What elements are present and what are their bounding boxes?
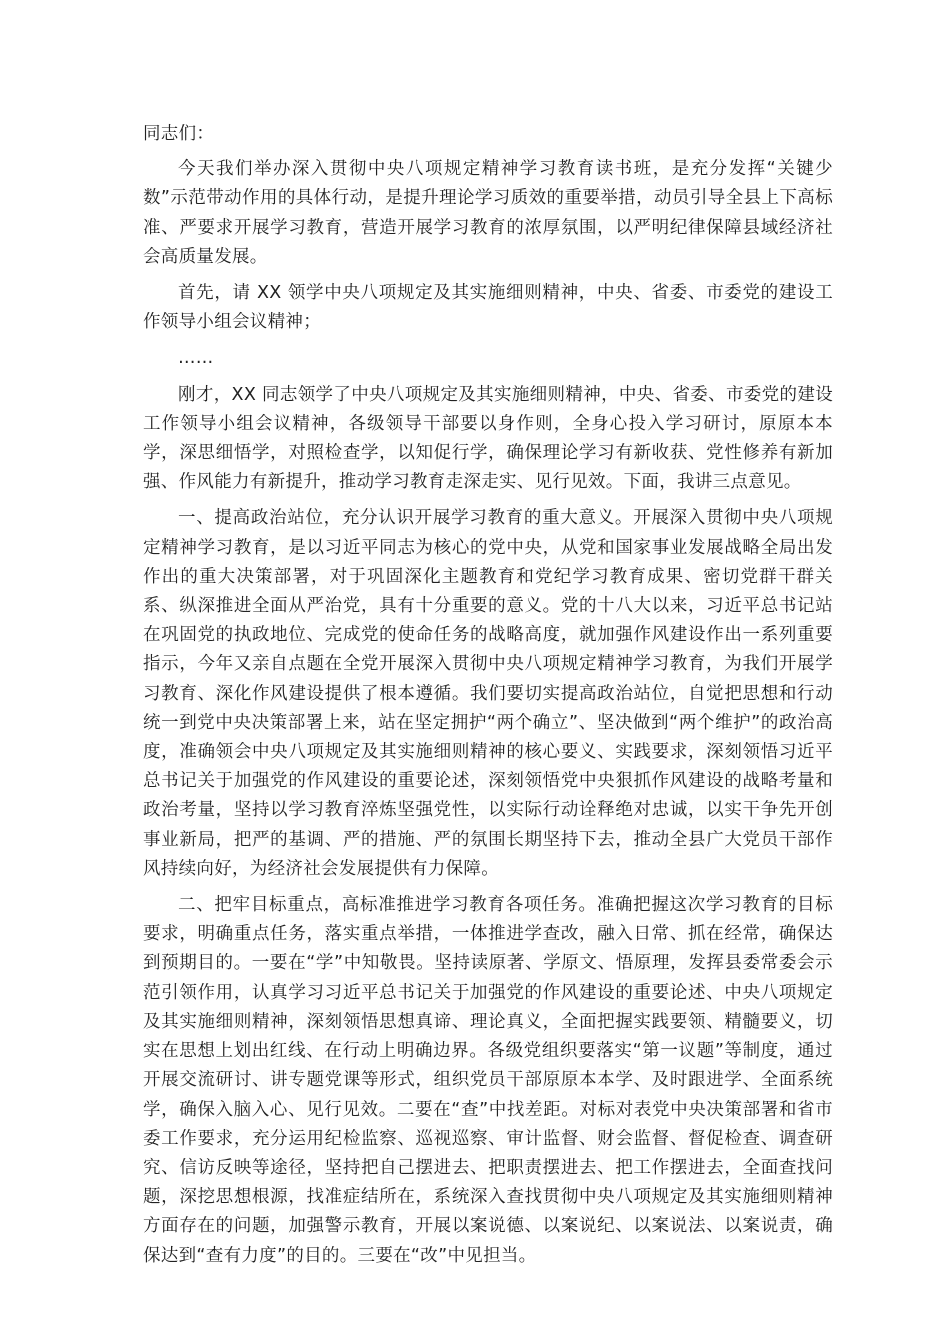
document-body <box>143 120 833 1278</box>
paragraph-point-one: 一、提高政治站位，充分认识开展学习教育的重大意义。开展深入贯彻中央八项规定精神学习教育，是以习近平同志为核心的党中央，从党和国家事业发展战略全局出发作出的重大决策部署，对于巩固深化主题教育和党纪学习教育成果、密切党群干群关系、纵深推进全面从严治党，具有十分重要的意义。党的十八大以来，习近平总书记站在巩固党的执政地位、完成党的使命任务的战略高度，就加强作风建设作出一系列重要指示，今年又亲自点题在全党开展深入贯彻中央八项规定精神学习教育，为我们开展学习教育、深化作风建设提供了根本遵循。我们要切实提高政治站位，自觉把思想和行动统一到党中央决策部署上来，站在坚定拥护“两个确立”、坚决做到“两个维护”的政治高度，准确领会中央八项规定及其实施细则精神的核心要义、实践要求，深刻领悟习近平总书记关于加强党的作风建设的重要论述，深刻领悟党中央狠抓作风建设的战略考量和政治考量，坚持以学习教育淬炼坚强党性，以实际行动诠释绝对忠诚，以实干争先开创事业新局，把严的基调、严的措施、严的氛围长期坚持下去，推动全县广大党员干部作风持续向好，为经济社会发展提供有力保障。 <box>143 508 833 879</box>
paragraph-transition: 刚才，XX 同志领学了中央八项规定及其实施细则精神，中央、省委、市委党的建设工作领导小组会议精神，各级领导干部要以身作则，全身心投入学习研讨，原原本本学，深思细悟学，对照检查学，以知促行学，确保理论学习有新收获、党性修养有新加强、作风能力有新提升，推动学习教育走深走实、见行见效。下面，我讲三点意见。 <box>143 384 833 493</box>
salutation: 同志们： <box>143 124 215 144</box>
paragraph-opening: 今天我们举办深入贯彻中央八项规定精神学习教育读书班，是充分发挥“关键少数”示范带动作用的具体行动，是提升理论学习质效的重要举措，动员引导全县上下高标准、严要求开展学习教育，营造开展学习教育的浓厚氛围，以严明纪律保障县域经济社会高质量发展。 <box>143 159 833 267</box>
paragraph-ellipsis: …… <box>178 348 214 369</box>
paragraph-point-two: 二、把牢目标重点，高标准推进学习教育各项任务。准确把握这次学习教育的目标要求，明确重点任务，落实重点举措，一体推进学查改，融入日常、抓在经常，确保达到预期目的。一要在“学”中知敬畏。坚持读原著、学原文、悟原理，发挥县委常委会示范引领作用，认真学习习近平总书记关于加强党的作风建设的重要论述、中央八项规定及其实施细则精神，深刻领悟思想真谛、理论真义，全面把握实践要领、精髓要义，切实在思想上划出红线、在行动上明确边界。各级党组织要落实“第一议题”等制度，通过开展交流研讨、讲专题党课等形式，组织党员干部原原本本学、及时跟进学、全面系统学，确保入脑入心、见行见效。二要在“查”中找差距。对标对表党中央决策部署和省市委工作要求，充分运用纪检监察、巡视巡察、审计监督、财会监督、督促检查、调查研究、信访反映等途径，坚持把自己摆进去、把职责摆进去、把工作摆进去，全面查找问题，深挖思想根源，找准症结所在，系统深入查找贯彻中央八项规定及其实施细则精神方面存在的问题，加强警示教育，开展以案说德、以案说纪、以案说法、以案说责，确保达到“查有力度”的目的。三要在“改”中见担当。 <box>143 895 833 1266</box>
paragraph-first-step: 首先，请 XX 领学中央八项规定及其实施细则精神，中央、省委、市委党的建设工作领导小组会议精神； <box>143 283 833 333</box>
